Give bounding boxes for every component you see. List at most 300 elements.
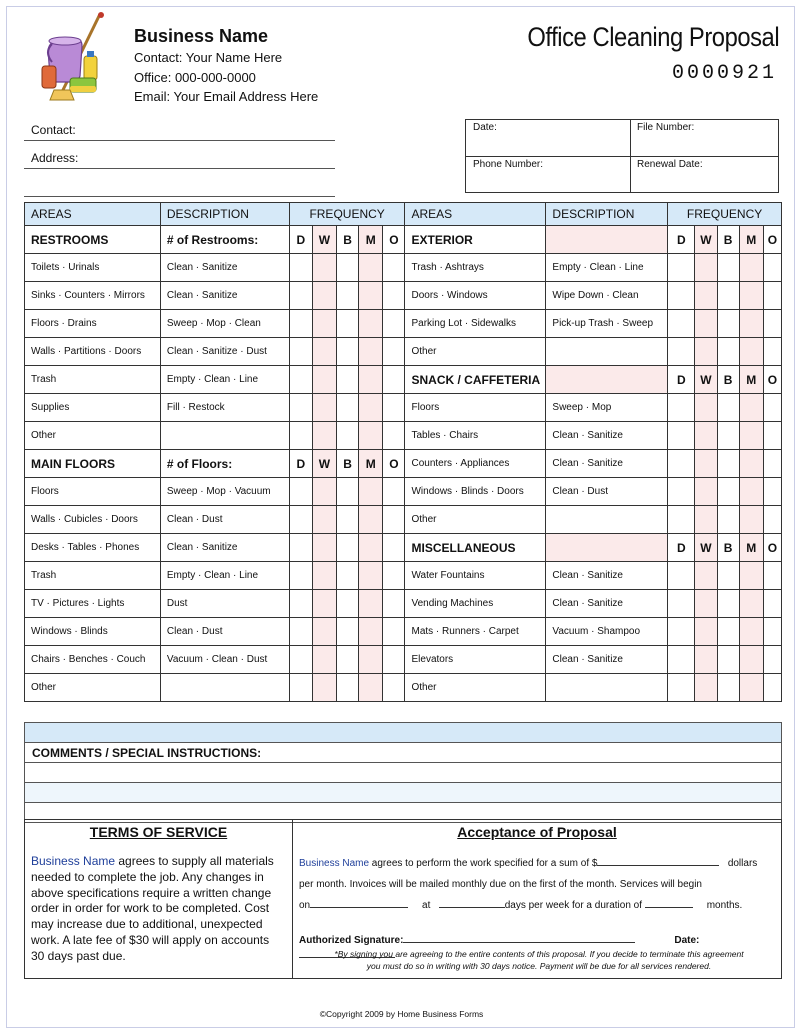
frequency-checkbox-o[interactable] xyxy=(383,282,405,310)
left-area-cell: Floors · Drains xyxy=(25,310,161,338)
terms-text: agrees to supply all materials needed to complete the job. Any changes in above specifications require a written change order in order for work to be completed. Cost may increase due to additional, unexpected work. A late fee of $30 will apply on accounts 30 days past due. xyxy=(31,854,274,963)
frequency-checkbox-w[interactable] xyxy=(695,478,717,506)
frequency-checkbox-b[interactable] xyxy=(717,618,739,646)
frequency-checkbox-w[interactable] xyxy=(312,562,336,590)
frequency-letter-m: M xyxy=(739,534,763,562)
comments-spacer xyxy=(25,723,782,743)
frequency-checkbox-m[interactable] xyxy=(739,338,763,366)
right-section-count xyxy=(546,226,668,254)
table-row xyxy=(25,226,782,254)
frequency-checkbox-d[interactable] xyxy=(668,394,695,422)
renewal-date-label[interactable]: Renewal Date: xyxy=(637,159,703,170)
frequency-letter-d: D xyxy=(668,534,695,562)
left-description-cell: Clean · Sanitize · Dust xyxy=(160,338,289,366)
table-row xyxy=(25,254,782,282)
frequency-checkbox-m[interactable] xyxy=(739,422,763,450)
frequency-checkbox-d[interactable] xyxy=(668,310,695,338)
at-label: at xyxy=(422,900,431,911)
frequency-letter-w: W xyxy=(695,226,717,254)
frequency-checkbox-b[interactable] xyxy=(717,646,739,674)
days-per-week-label: days per week for a duration of xyxy=(504,900,643,911)
acceptance-business-name: Business Name xyxy=(299,858,370,869)
left-section-count[interactable]: # of Restrooms: xyxy=(160,226,289,254)
acceptance-line1: agrees to perform the work specified for a sum of $ xyxy=(369,858,598,869)
frequency-checkbox-o[interactable] xyxy=(763,646,781,674)
frequency-checkbox-w[interactable] xyxy=(312,254,336,282)
frequency-checkbox-d[interactable] xyxy=(289,562,312,590)
copyright: ©Copyright 2009 by Home Business Forms xyxy=(319,1009,484,1019)
email-line: Email: Your Email Address Here xyxy=(134,89,319,104)
frequency-checkbox-m[interactable] xyxy=(359,310,383,338)
frequency-checkbox-w[interactable] xyxy=(695,590,717,618)
frequency-checkbox-o[interactable] xyxy=(383,366,405,394)
left-area-cell: Toilets · Urinals xyxy=(25,254,161,282)
frequency-checkbox-w[interactable] xyxy=(312,394,336,422)
office-line: Office: 000-000-0000 xyxy=(134,69,256,85)
table-row xyxy=(25,646,782,674)
right-area-cell: Other xyxy=(405,674,546,702)
frequency-header: FREQUENCY xyxy=(668,203,782,226)
frequency-checkbox-m[interactable] xyxy=(739,506,763,534)
frequency-checkbox-d[interactable] xyxy=(289,394,312,422)
frequency-checkbox-d[interactable] xyxy=(668,338,695,366)
right-section-title: EXTERIOR xyxy=(405,226,546,254)
table-header-row xyxy=(25,203,782,226)
frequency-checkbox-w[interactable] xyxy=(312,422,336,450)
frequency-checkbox-w[interactable] xyxy=(695,338,717,366)
frequency-letter-m: M xyxy=(739,226,763,254)
frequency-checkbox-o[interactable] xyxy=(763,254,781,282)
table-row xyxy=(25,450,782,478)
frequency-letter-b: B xyxy=(717,366,739,394)
frequency-checkbox-o[interactable] xyxy=(763,562,781,590)
frequency-checkbox-b[interactable] xyxy=(717,394,739,422)
frequency-checkbox-b[interactable] xyxy=(337,254,359,282)
right-description-cell: Wipe Down · Clean xyxy=(546,282,668,310)
frequency-letter-b: B xyxy=(717,534,739,562)
frequency-checkbox-w[interactable] xyxy=(312,506,336,534)
proposal-number: 0000921 xyxy=(671,62,777,85)
frequency-checkbox-w[interactable] xyxy=(312,366,336,394)
frequency-checkbox-b[interactable] xyxy=(337,478,359,506)
right-area-cell: Counters · Appliances xyxy=(405,450,546,478)
right-description-cell xyxy=(546,338,668,366)
frequency-checkbox-b[interactable] xyxy=(337,646,359,674)
frequency-checkbox-d[interactable] xyxy=(668,562,695,590)
frequency-checkbox-w[interactable] xyxy=(695,674,717,702)
frequency-checkbox-d[interactable] xyxy=(289,366,312,394)
phone-number-label[interactable]: Phone Number: xyxy=(473,159,544,170)
client-address-label: Address: xyxy=(31,151,79,165)
table-row xyxy=(25,394,782,422)
contact-line: Contact: Your Name Here xyxy=(134,50,283,65)
frequency-letter-b: B xyxy=(717,226,739,254)
file-number-label[interactable]: File Number: xyxy=(637,122,695,133)
date-label[interactable]: Date: xyxy=(473,122,497,133)
table-row xyxy=(25,562,782,590)
frequency-checkbox-b[interactable] xyxy=(717,674,739,702)
frequency-checkbox-d[interactable] xyxy=(289,338,312,366)
frequency-checkbox-w[interactable] xyxy=(312,674,336,702)
frequency-checkbox-w[interactable] xyxy=(695,506,717,534)
frequency-checkbox-o[interactable] xyxy=(763,282,781,310)
frequency-checkbox-w[interactable] xyxy=(695,562,717,590)
frequency-checkbox-b[interactable] xyxy=(337,618,359,646)
frequency-letter-o: O xyxy=(763,226,781,254)
frequency-checkbox-d[interactable] xyxy=(668,282,695,310)
left-area-cell: Walls · Partitions · Doors xyxy=(25,338,161,366)
right-description-cell: Empty · Clean · Line xyxy=(546,254,668,282)
frequency-checkbox-m[interactable] xyxy=(739,562,763,590)
frequency-checkbox-m[interactable] xyxy=(739,310,763,338)
left-description-cell: Vacuum · Clean · Dust xyxy=(160,646,289,674)
frequency-checkbox-w[interactable] xyxy=(695,254,717,282)
left-description-cell: Empty · Clean · Line xyxy=(160,366,289,394)
terms-heading: TERMS OF SERVICE xyxy=(89,824,228,840)
table-row xyxy=(25,590,782,618)
areas-header: AREAS xyxy=(25,203,161,226)
table-row xyxy=(25,422,782,450)
frequency-checkbox-w[interactable] xyxy=(695,422,717,450)
right-description-cell: Clean · Sanitize xyxy=(546,422,668,450)
frequency-checkbox-m[interactable] xyxy=(739,394,763,422)
right-section-count xyxy=(546,366,668,394)
left-description-cell xyxy=(160,674,289,702)
frequency-header: FREQUENCY xyxy=(289,203,405,226)
frequency-checkbox-b[interactable] xyxy=(717,562,739,590)
frequency-letter-w: W xyxy=(695,534,717,562)
left-area-cell: Walls · Cubicles · Doors xyxy=(25,506,161,534)
left-area-cell: Other xyxy=(25,674,161,702)
left-description-cell: Clean · Dust xyxy=(160,506,289,534)
frequency-checkbox-m[interactable] xyxy=(359,422,383,450)
frequency-checkbox-o[interactable] xyxy=(383,674,405,702)
frequency-checkbox-o[interactable] xyxy=(383,506,405,534)
frequency-checkbox-d[interactable] xyxy=(668,618,695,646)
frequency-checkbox-m[interactable] xyxy=(359,338,383,366)
frequency-letter-w: W xyxy=(312,226,336,254)
frequency-checkbox-b[interactable] xyxy=(717,310,739,338)
frequency-checkbox-b[interactable] xyxy=(337,590,359,618)
frequency-checkbox-m[interactable] xyxy=(359,394,383,422)
frequency-checkbox-d[interactable] xyxy=(289,534,312,562)
acceptance-note xyxy=(299,948,779,972)
frequency-checkbox-b[interactable] xyxy=(717,282,739,310)
left-area-cell: Desks · Tables · Phones xyxy=(25,534,161,562)
frequency-checkbox-o[interactable] xyxy=(763,674,781,702)
frequency-checkbox-b[interactable] xyxy=(337,534,359,562)
frequency-checkbox-m[interactable] xyxy=(359,562,383,590)
table-row xyxy=(25,478,782,506)
right-area-cell: Floors xyxy=(405,394,546,422)
frequency-checkbox-w[interactable] xyxy=(695,646,717,674)
frequency-checkbox-o[interactable] xyxy=(763,478,781,506)
frequency-checkbox-w[interactable] xyxy=(312,618,336,646)
frequency-checkbox-o[interactable] xyxy=(763,618,781,646)
frequency-checkbox-m[interactable] xyxy=(739,254,763,282)
left-area-cell: Floors xyxy=(25,478,161,506)
frequency-checkbox-d[interactable] xyxy=(289,282,312,310)
terms-business-name: Business Name xyxy=(31,854,116,868)
frequency-checkbox-d[interactable] xyxy=(289,254,312,282)
frequency-checkbox-m[interactable] xyxy=(739,674,763,702)
frequency-checkbox-d[interactable] xyxy=(668,646,695,674)
client-address-field-2[interactable] xyxy=(24,179,335,197)
info-box xyxy=(465,119,779,193)
frequency-checkbox-w[interactable] xyxy=(312,478,336,506)
on-label: on xyxy=(299,900,311,911)
comments-table xyxy=(24,722,782,823)
table-row xyxy=(25,618,782,646)
left-description-cell: Clean · Dust xyxy=(160,618,289,646)
frequency-checkbox-o[interactable] xyxy=(383,478,405,506)
left-description-cell: Clean · Sanitize xyxy=(160,282,289,310)
frequency-checkbox-m[interactable] xyxy=(359,254,383,282)
right-area-cell: Doors · Windows xyxy=(405,282,546,310)
start-date-field[interactable] xyxy=(310,896,408,908)
client-contact-field[interactable] xyxy=(24,123,335,141)
right-area-cell: Vending Machines xyxy=(405,590,546,618)
frequency-checkbox-m[interactable] xyxy=(739,478,763,506)
terms-acceptance-box xyxy=(24,819,782,979)
frequency-checkbox-d[interactable] xyxy=(289,674,312,702)
terms-divider xyxy=(292,820,293,978)
frequency-checkbox-d[interactable] xyxy=(668,450,695,478)
acceptance-body xyxy=(299,853,777,916)
frequency-checkbox-m[interactable] xyxy=(359,618,383,646)
table-row xyxy=(25,674,782,702)
left-description-cell: Clean · Sanitize xyxy=(160,534,289,562)
left-area-cell: Trash xyxy=(25,366,161,394)
duration-field[interactable] xyxy=(645,896,693,908)
comments-line[interactable] xyxy=(25,763,782,783)
frequency-checkbox-m[interactable] xyxy=(359,506,383,534)
frequency-checkbox-m[interactable] xyxy=(739,450,763,478)
business-name: Business Name xyxy=(134,26,269,46)
frequency-checkbox-w[interactable] xyxy=(695,310,717,338)
left-area-cell: Other xyxy=(25,422,161,450)
right-area-cell: Trash · Ashtrays xyxy=(405,254,546,282)
table-row xyxy=(25,366,782,394)
frequency-letter-m: M xyxy=(359,226,383,254)
comments-label: COMMENTS / SPECIAL INSTRUCTIONS: xyxy=(25,743,782,763)
frequency-checkbox-b[interactable] xyxy=(337,394,359,422)
dollars-label: dollars xyxy=(727,858,758,869)
frequency-checkbox-o[interactable] xyxy=(383,534,405,562)
description-header: DESCRIPTION xyxy=(546,203,668,226)
frequency-checkbox-d[interactable] xyxy=(289,590,312,618)
frequency-checkbox-b[interactable] xyxy=(337,422,359,450)
frequency-checkbox-d[interactable] xyxy=(668,478,695,506)
left-area-cell: Supplies xyxy=(25,394,161,422)
business-info xyxy=(134,24,318,107)
frequency-checkbox-b[interactable] xyxy=(337,506,359,534)
sum-field[interactable] xyxy=(597,854,719,866)
frequency-checkbox-o[interactable] xyxy=(763,422,781,450)
frequency-checkbox-b[interactable] xyxy=(717,338,739,366)
right-description-cell: Clean · Sanitize xyxy=(546,590,668,618)
signature-label: Authorized Signature: xyxy=(299,935,404,946)
right-area-cell: Other xyxy=(405,506,546,534)
frequency-checkbox-o[interactable] xyxy=(763,450,781,478)
left-description-cell: Empty · Clean · Line xyxy=(160,562,289,590)
services-table xyxy=(24,202,782,702)
frequency-checkbox-b[interactable] xyxy=(337,310,359,338)
frequency-checkbox-m[interactable] xyxy=(359,674,383,702)
left-section-count[interactable]: # of Floors: xyxy=(160,450,289,478)
frequency-checkbox-w[interactable] xyxy=(695,282,717,310)
frequency-checkbox-d[interactable] xyxy=(668,506,695,534)
frequency-checkbox-o[interactable] xyxy=(763,590,781,618)
right-description-cell: Clean · Dust xyxy=(546,478,668,506)
frequency-checkbox-d[interactable] xyxy=(668,254,695,282)
right-area-cell: Water Fountains xyxy=(405,562,546,590)
signature-field[interactable] xyxy=(403,931,635,943)
frequency-letter-w: W xyxy=(695,366,717,394)
table-row xyxy=(25,506,782,534)
frequency-checkbox-o[interactable] xyxy=(383,646,405,674)
client-contact-label: Contact: xyxy=(31,123,76,137)
frequency-checkbox-d[interactable] xyxy=(289,478,312,506)
table-row xyxy=(25,282,782,310)
frequency-checkbox-o[interactable] xyxy=(763,394,781,422)
info-box-divider xyxy=(466,156,778,157)
frequency-letter-m: M xyxy=(359,450,383,478)
frequency-letter-d: D xyxy=(668,226,695,254)
left-description-cell: Clean · Sanitize xyxy=(160,254,289,282)
frequency-checkbox-m[interactable] xyxy=(739,590,763,618)
left-area-cell: Sinks · Counters · Mirrors xyxy=(25,282,161,310)
frequency-letter-d: D xyxy=(289,450,312,478)
left-description-cell xyxy=(160,422,289,450)
frequency-checkbox-o[interactable] xyxy=(383,310,405,338)
left-section-title: MAIN FLOORS xyxy=(25,450,161,478)
frequency-checkbox-w[interactable] xyxy=(695,394,717,422)
frequency-letter-o: O xyxy=(383,226,405,254)
frequency-checkbox-b[interactable] xyxy=(337,674,359,702)
left-area-cell: TV · Pictures · Lights xyxy=(25,590,161,618)
frequency-checkbox-w[interactable] xyxy=(695,450,717,478)
months-label: months. xyxy=(706,900,743,911)
right-description-cell xyxy=(546,674,668,702)
right-area-cell: Other xyxy=(405,338,546,366)
right-description-cell: Sweep · Mop xyxy=(546,394,668,422)
cleaning-supplies-logo xyxy=(40,10,110,102)
right-section-title: MISCELLANEOUS xyxy=(405,534,546,562)
frequency-checkbox-m[interactable] xyxy=(359,366,383,394)
frequency-checkbox-b[interactable] xyxy=(717,478,739,506)
table-row xyxy=(25,534,782,562)
frequency-checkbox-o[interactable] xyxy=(383,254,405,282)
right-description-cell: Clean · Sanitize xyxy=(546,450,668,478)
frequency-checkbox-o[interactable] xyxy=(383,562,405,590)
right-section-title: SNACK / CAFFETERIA xyxy=(405,366,546,394)
frequency-checkbox-w[interactable] xyxy=(312,590,336,618)
note-line-2: you must do so in writing with 30 days notice. Payment will be due for all services rendered. xyxy=(366,961,712,971)
acceptance-heading: Acceptance of Proposal xyxy=(457,824,617,840)
frequency-checkbox-m[interactable] xyxy=(739,646,763,674)
client-address-field[interactable] xyxy=(24,151,335,169)
right-description-cell: Clean · Sanitize xyxy=(546,562,668,590)
frequency-letter-o: O xyxy=(763,534,781,562)
right-area-cell: Tables · Chairs xyxy=(405,422,546,450)
frequency-checkbox-m[interactable] xyxy=(359,646,383,674)
frequency-checkbox-m[interactable] xyxy=(359,282,383,310)
frequency-checkbox-o[interactable] xyxy=(763,310,781,338)
frequency-checkbox-o[interactable] xyxy=(383,422,405,450)
table-row xyxy=(25,338,782,366)
right-area-cell: Windows · Blinds · Doors xyxy=(405,478,546,506)
frequency-checkbox-d[interactable] xyxy=(289,310,312,338)
left-description-cell: Sweep · Mop · Clean xyxy=(160,310,289,338)
frequency-checkbox-b[interactable] xyxy=(717,422,739,450)
frequency-checkbox-d[interactable] xyxy=(668,674,695,702)
frequency-checkbox-d[interactable] xyxy=(668,590,695,618)
frequency-checkbox-o[interactable] xyxy=(383,618,405,646)
right-description-cell xyxy=(546,506,668,534)
frequency-checkbox-b[interactable] xyxy=(337,562,359,590)
frequency-checkbox-b[interactable] xyxy=(717,254,739,282)
frequency-checkbox-o[interactable] xyxy=(383,590,405,618)
note-line-1: *By signing you are agreeing to the entire contents of this proposal. If you decide to terminate this agreement xyxy=(334,949,744,959)
frequency-letter-d: D xyxy=(289,226,312,254)
frequency-checkbox-b[interactable] xyxy=(717,590,739,618)
description-header: DESCRIPTION xyxy=(160,203,289,226)
frequency-letter-m: M xyxy=(739,366,763,394)
frequency-checkbox-w[interactable] xyxy=(312,646,336,674)
frequency-checkbox-m[interactable] xyxy=(739,618,763,646)
left-area-cell: Trash xyxy=(25,562,161,590)
frequency-checkbox-b[interactable] xyxy=(717,506,739,534)
frequency-letter-o: O xyxy=(763,366,781,394)
frequency-checkbox-m[interactable] xyxy=(739,282,763,310)
frequency-letter-b: B xyxy=(337,226,359,254)
frequency-checkbox-b[interactable] xyxy=(337,282,359,310)
frequency-checkbox-d[interactable] xyxy=(289,506,312,534)
frequency-checkbox-d[interactable] xyxy=(289,618,312,646)
frequency-checkbox-w[interactable] xyxy=(312,282,336,310)
right-section-count xyxy=(546,534,668,562)
frequency-checkbox-o[interactable] xyxy=(383,338,405,366)
frequency-checkbox-m[interactable] xyxy=(359,478,383,506)
frequency-letter-b: B xyxy=(337,450,359,478)
frequency-checkbox-m[interactable] xyxy=(359,590,383,618)
frequency-checkbox-d[interactable] xyxy=(668,422,695,450)
frequency-letter-d: D xyxy=(668,366,695,394)
frequency-checkbox-d[interactable] xyxy=(289,646,312,674)
frequency-checkbox-b[interactable] xyxy=(337,366,359,394)
terms-body xyxy=(31,854,283,965)
frequency-checkbox-b[interactable] xyxy=(717,450,739,478)
frequency-checkbox-w[interactable] xyxy=(312,338,336,366)
days-field[interactable] xyxy=(439,896,505,908)
areas-header: AREAS xyxy=(405,203,546,226)
comments-line[interactable] xyxy=(25,783,782,803)
page-title: Office Cleaning Proposal xyxy=(527,22,779,52)
frequency-checkbox-o[interactable] xyxy=(763,338,781,366)
frequency-checkbox-o[interactable] xyxy=(763,506,781,534)
right-area-cell: Mats · Runners · Carpet xyxy=(405,618,546,646)
left-description-cell: Dust xyxy=(160,590,289,618)
frequency-checkbox-w[interactable] xyxy=(312,534,336,562)
frequency-checkbox-o[interactable] xyxy=(383,394,405,422)
frequency-checkbox-w[interactable] xyxy=(312,310,336,338)
frequency-checkbox-d[interactable] xyxy=(289,422,312,450)
right-description-cell: Vacuum · Shampoo xyxy=(546,618,668,646)
frequency-checkbox-b[interactable] xyxy=(337,338,359,366)
frequency-checkbox-m[interactable] xyxy=(359,534,383,562)
frequency-checkbox-w[interactable] xyxy=(695,618,717,646)
